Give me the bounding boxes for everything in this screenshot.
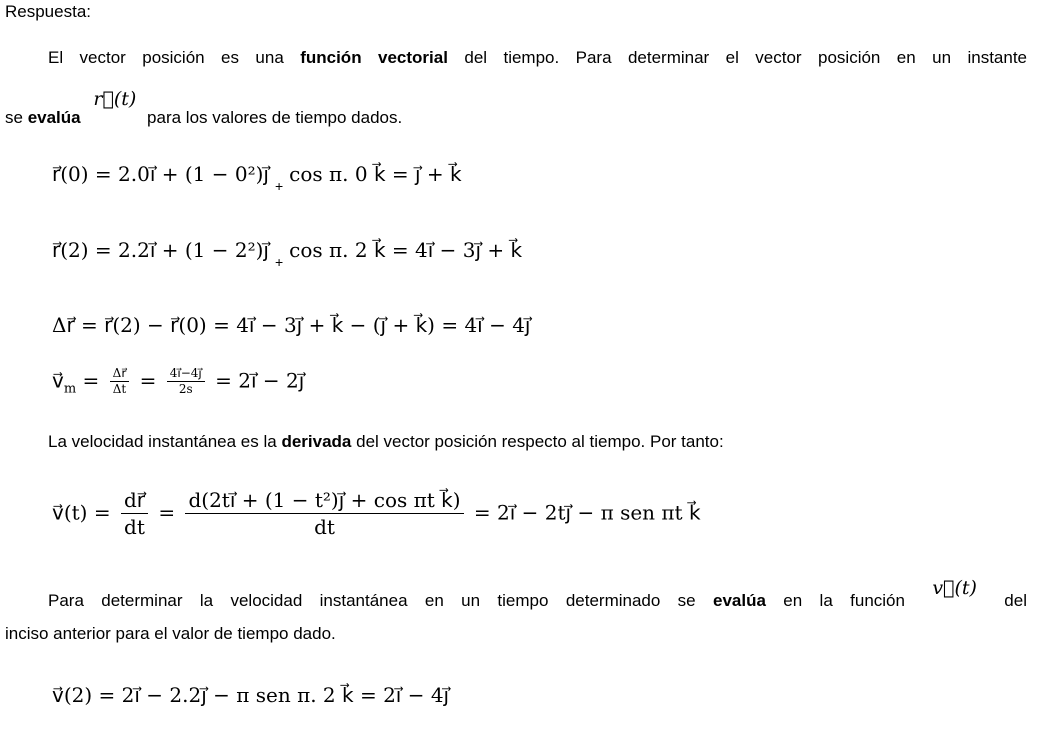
text: El vector posición es una (48, 48, 301, 67)
text: La velocidad instantánea es la (48, 432, 282, 451)
fraction-derivative (185, 488, 463, 540)
equation-instant-velocity (52, 488, 701, 540)
fraction-numerator: Δr⃗ (110, 366, 130, 382)
bold-term: evalúa (713, 591, 766, 610)
equals: = (151, 500, 182, 525)
equation-part: = 2i⃗ − 2j⃗ (208, 368, 305, 393)
equation-part: = 2i⃗ − 2tj⃗ − π sen πt k⃗ (467, 500, 701, 525)
fraction-numerator: dr⃗ (121, 488, 148, 514)
header-label: Respuesta: (5, 2, 91, 21)
equation-delta-r: Δr⃗ = r⃗(2) − r⃗(0) = 4i⃗ − 3j⃗ + k⃗ − (j⃗ + k⃗) = 4i⃗ − 4j⃗ (52, 313, 531, 337)
equation-part: r⃗(2) = 2.2i⃗ + (1 − 2²)j⃗ (52, 238, 269, 262)
equation-part: cos π. 2 k⃗ = 4i⃗ − 3j⃗ + k⃗ (289, 238, 523, 262)
velocity-vector-symbol: v⃗(t) (932, 577, 977, 599)
bold-term: función vectorial (300, 48, 448, 67)
text: del vector posición respecto al tiempo. Por tanto: (351, 432, 724, 451)
fraction-numerator: d(2ti⃗ + (1 − t²)j⃗ + cos πt k⃗) (185, 488, 463, 514)
position-vector-symbol: r⃗(t) (93, 88, 137, 110)
fraction-value (167, 366, 205, 398)
plus-sign: + (274, 254, 284, 270)
paragraph-evaluate-line2: inciso anterior para el valor de tiempo dado. (5, 624, 336, 643)
paragraph-evaluate-line1 (5, 577, 1027, 615)
equation-part: r⃗(0) = 2.0i⃗ + (1 − 0²)j⃗ (52, 162, 269, 186)
plus-sign: + (274, 178, 284, 194)
equals: = (76, 368, 106, 393)
equation-part: cos π. 0 k⃗ = j⃗ + k⃗ (289, 162, 462, 186)
fraction-denominator: dt (314, 515, 335, 539)
fraction-dr-dt (110, 366, 130, 398)
fraction-denominator: dt (124, 515, 145, 539)
paragraph-intro-line2 (5, 88, 403, 128)
equation-mean-velocity (52, 366, 304, 398)
vm-symbol: v⃗ (52, 368, 64, 393)
fraction-dr-dt (121, 488, 148, 540)
vm-subscript: m (63, 381, 77, 397)
equation-r0 (52, 162, 462, 194)
fraction-numerator: 4i⃗−4j⃗ (167, 366, 205, 382)
text: para los valores de tiempo dados. (147, 108, 403, 127)
text: en la función (765, 591, 905, 610)
text: Para determinar la velocidad instantánea en un tiempo determinado se (48, 591, 713, 610)
equation-v2: v⃗(2) = 2i⃗ − 2.2j⃗ − π sen π. 2 k⃗ = 2i⃗ − 4j⃗ (52, 683, 450, 707)
equation-part: v⃗(t) = (52, 500, 117, 525)
bold-term: derivada (281, 432, 352, 451)
text: del tiempo. Para determinar el vector posición en un instante (447, 48, 1027, 67)
fraction-denominator: Δt (112, 382, 127, 396)
text: del (986, 591, 1027, 610)
text: se (5, 108, 28, 127)
equation-r2 (52, 238, 523, 270)
paragraph-intro-line1 (5, 44, 1027, 72)
equals: = (133, 368, 163, 393)
bold-term: evalúa (27, 108, 81, 127)
fraction-denominator: 2s (178, 382, 193, 396)
paragraph-derivative (48, 432, 724, 452)
